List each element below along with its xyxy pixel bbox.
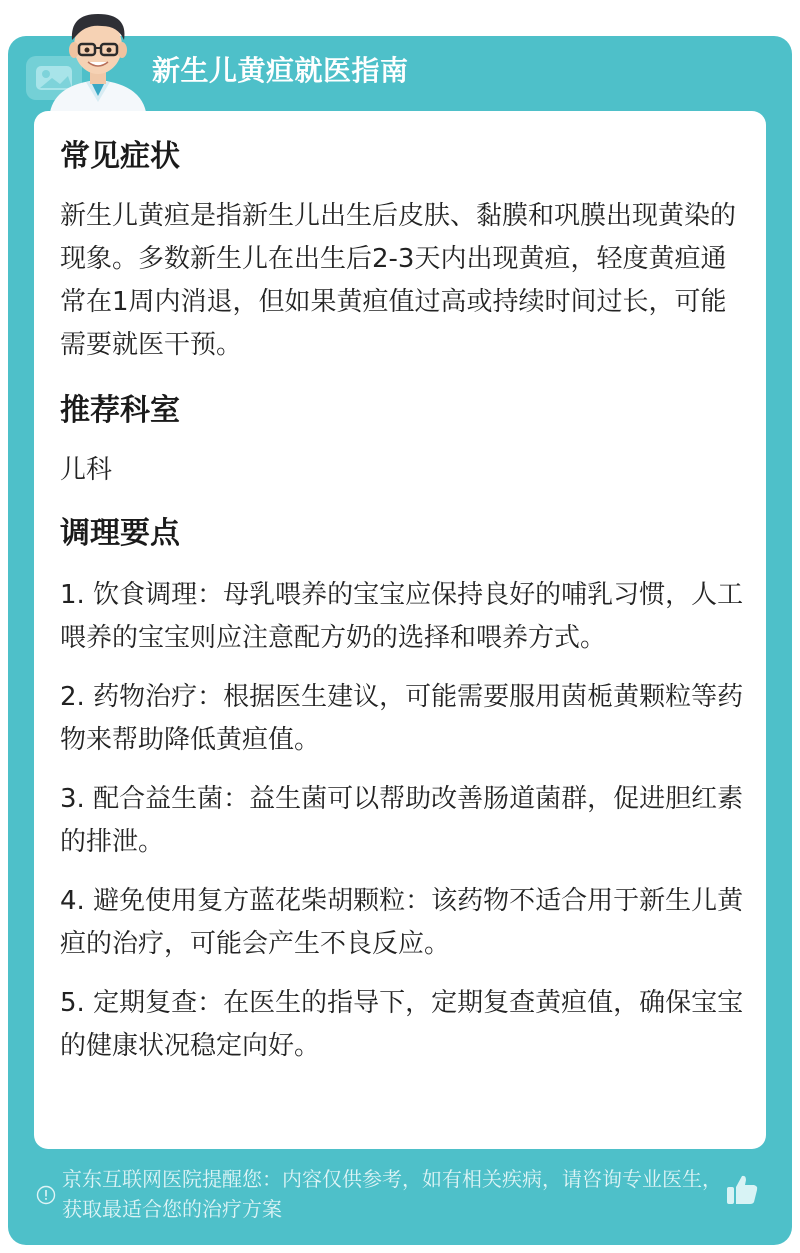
thumbs-up-icon[interactable]	[724, 1172, 760, 1208]
section-title-symptoms: 常见症状	[60, 139, 180, 174]
care-item-5: 5. 定期复查：在医生的指导下，定期复查黄疸值，确保宝宝的健康状况稳定向好。	[60, 988, 744, 1061]
disclaimer-text: 京东互联网医院提醒您：内容仅供参考，如有相关疾病，请咨询专业医生，获取最适合您的治疗方案	[62, 1167, 722, 1221]
content-card	[34, 111, 766, 1149]
section-title-department: 推荐科室	[60, 393, 180, 428]
info-icon	[36, 1185, 56, 1205]
section-care	[60, 514, 744, 1068]
page-title: 新生儿黄疸就医指南	[152, 54, 409, 87]
department-text: 儿科	[60, 455, 113, 485]
care-item-2: 2. 药物治疗：根据医生建议，可能需要服用茵栀黄颗粒等药物来帮助降低黄疸值。	[60, 682, 744, 755]
care-item-1: 1. 饮食调理：母乳喂养的宝宝应保持良好的哺乳习惯，人工喂养的宝宝则应注意配方奶的选择和喂养方式。	[60, 580, 744, 653]
section-symptoms	[60, 137, 744, 367]
section-department	[60, 391, 744, 492]
care-item-3: 3. 配合益生菌：益生菌可以帮助改善肠道菌群，促进胆红素的排泄。	[60, 784, 744, 857]
care-item-4: 4. 避免使用复方蓝花柴胡颗粒：该药物不适合用于新生儿黄疸的治疗，可能会产生不良反应。	[60, 886, 744, 959]
doctor-avatar	[42, 6, 154, 112]
section-title-care: 调理要点	[60, 516, 180, 551]
symptoms-text: 新生儿黄疸是指新生儿出生后皮肤、黏膜和巩膜出现黄染的现象。多数新生儿在出生后2-3天内出现黄疸，轻度黄疸通常在1周内消退，但如果黄疸值过高或持续时间过长，可能需要就医干预。	[60, 201, 737, 360]
